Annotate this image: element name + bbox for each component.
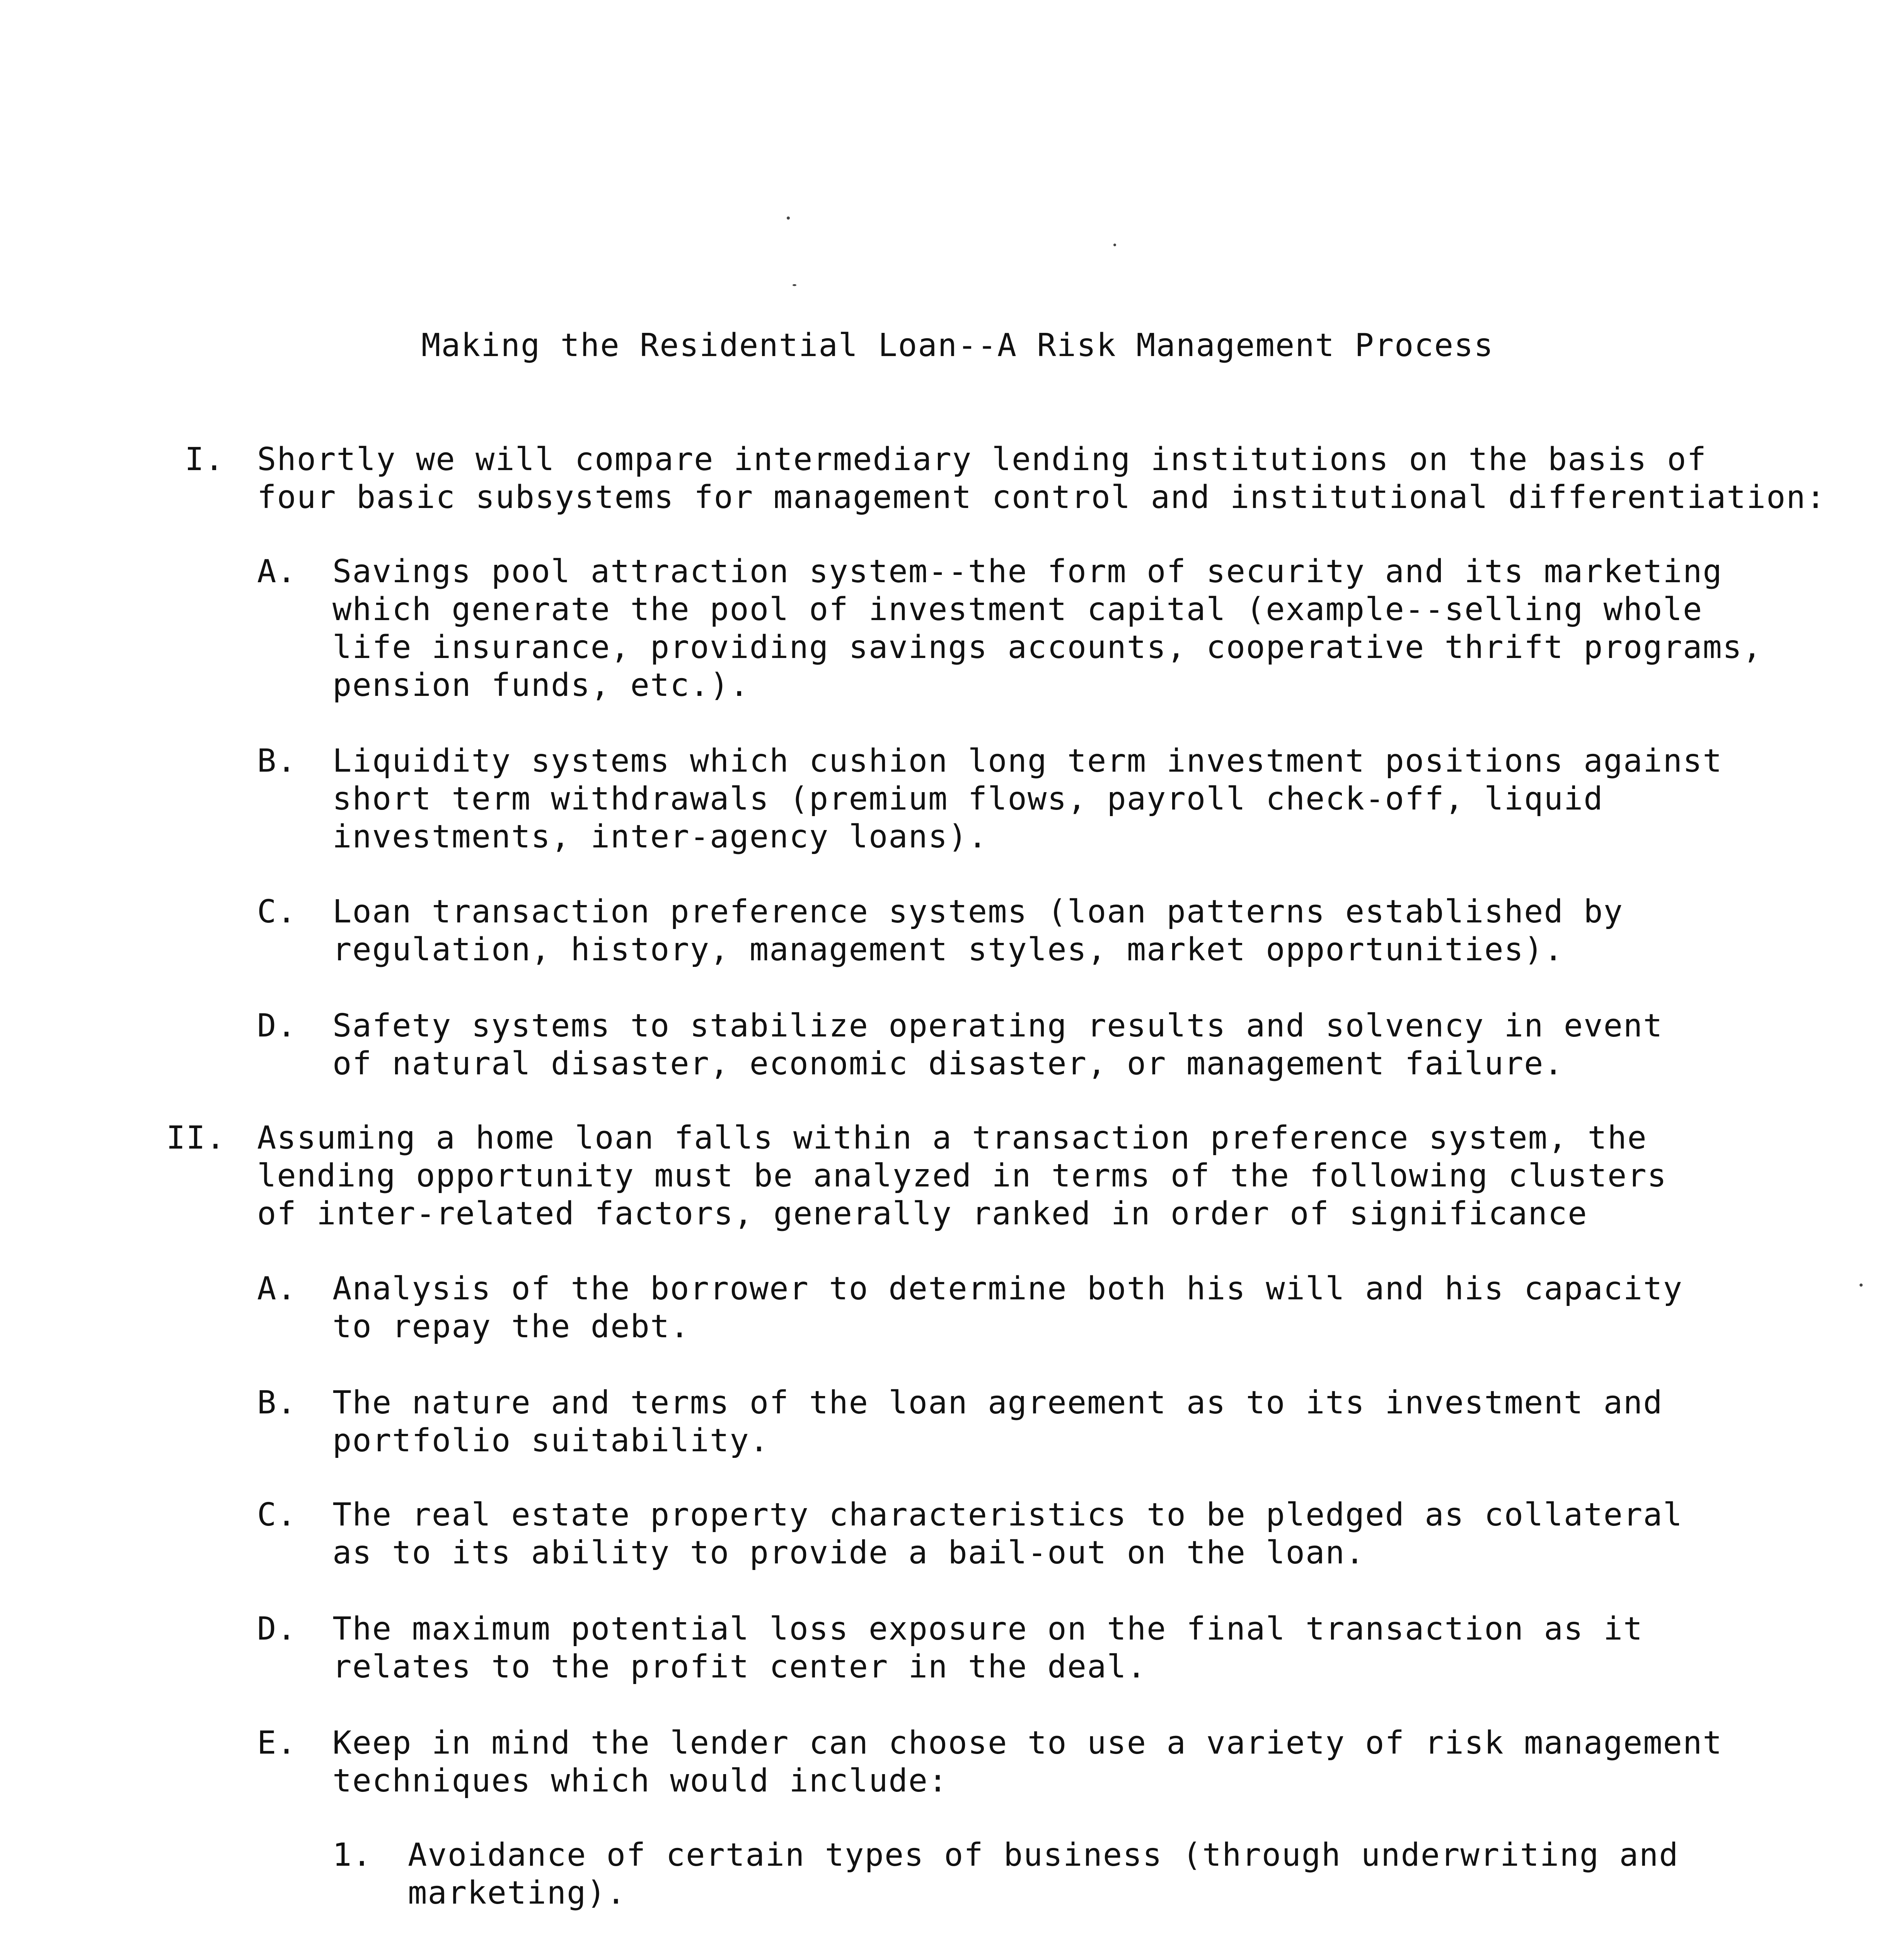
text-line: life insurance, providing savings accounts, cooperative thrift programs, (332, 629, 1763, 666)
list-item (332, 1384, 1663, 1460)
text-line: techniques which would include: (332, 1763, 948, 1799)
text-line: Analysis of the borrower to determine both his will and his capacity (332, 1270, 1683, 1307)
text-line: regulation, history, management styles, market opportunities). (332, 931, 1564, 968)
text-line: which generate the pool of investment capital (example--selling whole (332, 591, 1703, 628)
text-line: relates to the profit center in the deal. (332, 1648, 1147, 1685)
sub-list-item (408, 1836, 1679, 1912)
text-line: short term withdrawals (premium flows, payroll check-off, liquid (332, 781, 1604, 817)
text-line: portfolio suitability. (332, 1422, 770, 1459)
text-line: of natural disaster, economic disaster, or management failure. (332, 1045, 1564, 1082)
text-line: Loan transaction preference systems (loan patterns established by (332, 893, 1623, 930)
list-item (332, 1007, 1663, 1083)
text-line: Avoidance of certain types of business (through underwriting and (408, 1837, 1679, 1873)
item-letter: D. (257, 1611, 297, 1647)
list-item (332, 553, 1763, 704)
text-line: Keep in mind the lender can choose to use a variety of risk management (332, 1725, 1723, 1761)
item-letter: B. (257, 743, 297, 779)
text-line: four basic subsystems for management control and institutional differentiation: (257, 479, 1826, 516)
text-line: The maximum potential loss exposure on the final transaction as it (332, 1611, 1643, 1647)
section-number: I. (185, 441, 225, 478)
item-letter: A. (257, 1270, 297, 1307)
text-line: The real estate property characteristics to be pledged as collateral (332, 1497, 1683, 1533)
text-line: pension funds, etc.). (332, 667, 750, 704)
item-letter: E. (257, 1725, 297, 1761)
text-line: The nature and terms of the loan agreement as to its investment and (332, 1384, 1663, 1421)
text-line: as to its ability to provide a bail-out on the loan. (332, 1534, 1365, 1571)
item-letter: D. (257, 1007, 297, 1044)
scan-speck (793, 284, 796, 286)
text-line: lending opportunity must be analyzed in terms of the following clusters (257, 1157, 1667, 1194)
text-line: to repay the debt. (332, 1308, 690, 1345)
scan-speck (1113, 244, 1116, 246)
item-letter: B. (257, 1384, 297, 1421)
text-line: marketing). (408, 1875, 627, 1911)
text-line: investments, inter-agency loans). (332, 818, 988, 855)
section-number: II. (166, 1120, 226, 1156)
item-letter: C. (257, 893, 297, 930)
scan-speck (1860, 1284, 1863, 1287)
list-item (332, 893, 1623, 969)
subitem-number: 1. (332, 1837, 372, 1873)
list-item (332, 1270, 1683, 1346)
scan-speck (787, 216, 790, 220)
list-item (332, 1724, 1723, 1800)
section-intro (257, 441, 1826, 516)
section-intro (257, 1119, 1667, 1233)
text-line: Shortly we will compare intermediary lending institutions on the basis of (257, 441, 1707, 478)
item-letter: A. (257, 553, 297, 590)
document-title: Making the Residential Loan--A Risk Management Process (421, 327, 1494, 364)
item-letter: C. (257, 1497, 297, 1533)
list-item (332, 1496, 1683, 1572)
text-line: Savings pool attraction system--the form of security and its marketing (332, 553, 1723, 590)
text-line: Liquidity systems which cushion long term investment positions against (332, 743, 1723, 779)
list-item (332, 742, 1723, 856)
list-item (332, 1610, 1643, 1686)
text-line: Assuming a home loan falls within a transaction preference system, the (257, 1120, 1647, 1156)
text-line: of inter-related factors, generally ranked in order of significance (257, 1195, 1588, 1232)
text-line: Safety systems to stabilize operating results and solvency in event (332, 1007, 1663, 1044)
